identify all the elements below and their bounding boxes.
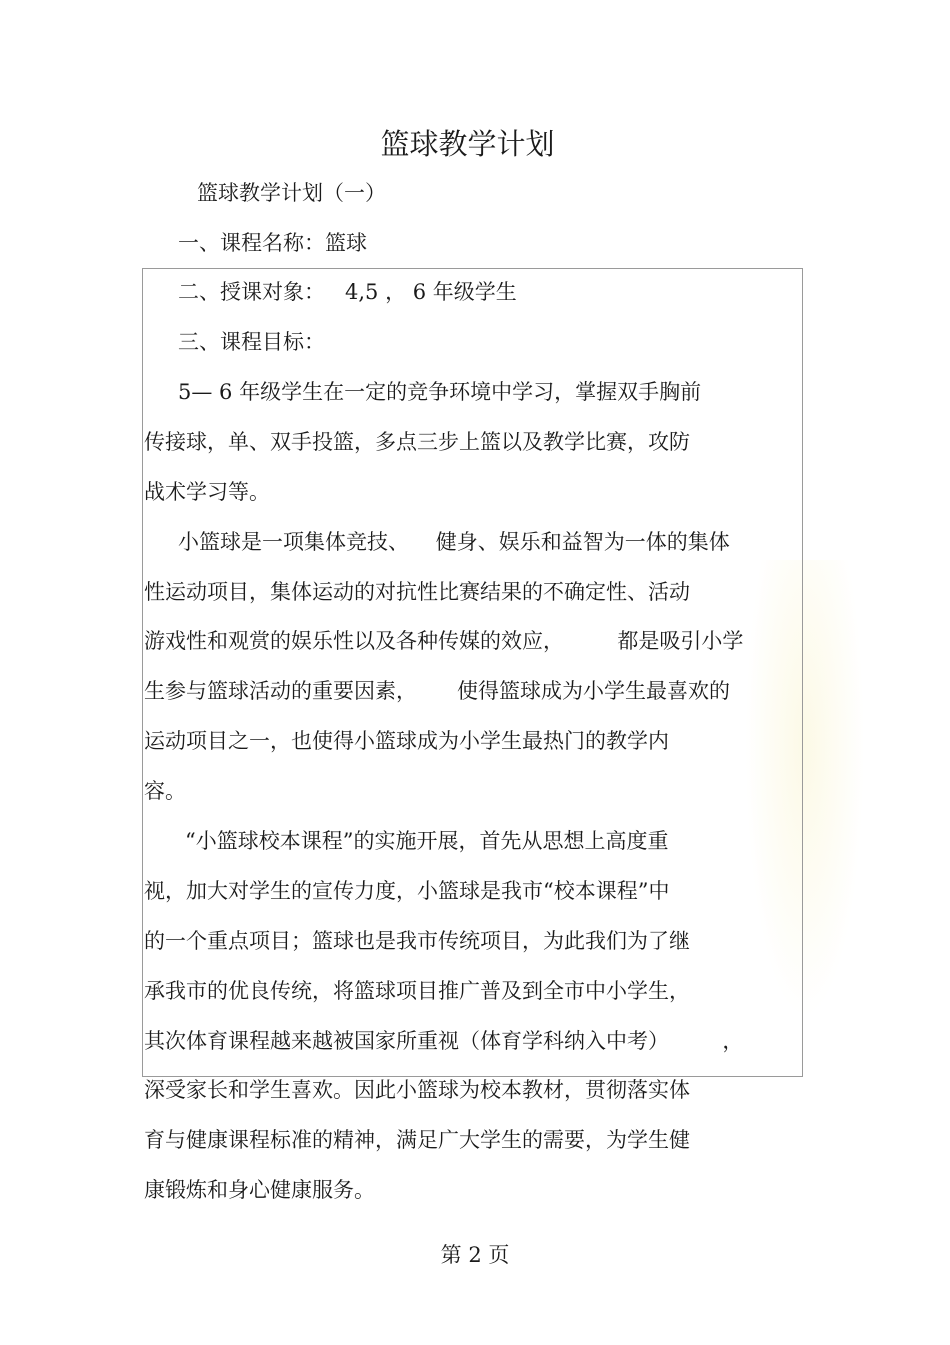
paragraph-line: “小篮球校本课程”的实施开展，首先从思想上高度重: [185, 829, 669, 853]
paragraph-line: 游戏性和观赏的娱乐性以及各种传媒的效应， 都是吸引小学: [144, 629, 744, 653]
audience-line: 二、授课对象： 4,5 ， 6 年级学生: [178, 280, 517, 304]
paragraph-line: 容。: [144, 779, 186, 803]
paragraph-line: 康锻炼和身心健康服务。: [144, 1178, 375, 1202]
paragraph-line: 性运动项目，集体运动的对抗性比赛结果的不确定性、活动: [144, 580, 690, 604]
paragraph-line: 其次体育课程越来越被国家所重视（体育学科纳入中考） ，: [144, 1029, 744, 1053]
paragraph-line: 深受家长和学生喜欢。因此小篮球为校本教材，贯彻落实体: [144, 1078, 690, 1102]
paragraph-line: 的一个重点项目；篮球也是我市传统项目，为此我们为了继: [144, 929, 690, 953]
paragraph-line: 小篮球是一项集体竞技、 健身、娱乐和益智为一体的集体: [178, 530, 730, 554]
paragraph-line: 视，加大对学生的宣传力度，小篮球是我市“校本课程”中: [144, 879, 670, 903]
paragraph-line: 5— 6 年级学生在一定的竞争环境中学习，掌握双手胸前: [178, 380, 702, 404]
document-subtitle: 篮球教学计划（一）: [197, 181, 386, 205]
objective-heading: 三、课程目标：: [178, 330, 325, 354]
paragraph-line: 生参与篮球活动的重要因素， 使得篮球成为小学生最喜欢的: [144, 679, 731, 703]
course-name-line: 一、课程名称：篮球: [178, 231, 367, 255]
paragraph-line: 传接球，单、双手投篮，多点三步上篮以及教学比赛，攻防: [144, 430, 690, 454]
paragraph-line: 运动项目之一，也使得小篮球成为小学生最热门的教学内: [144, 729, 669, 753]
paragraph-line: 战术学习等。: [144, 480, 270, 504]
paragraph-line: 育与健康课程标准的精神，满足广大学生的需要，为学生健: [144, 1128, 690, 1152]
page-number: 第 2 页: [440, 1243, 510, 1267]
paragraph-line: 承我市的优良传统，将篮球项目推广普及到全市中小学生，: [144, 979, 690, 1003]
document-title: 篮球教学计划: [380, 127, 555, 161]
